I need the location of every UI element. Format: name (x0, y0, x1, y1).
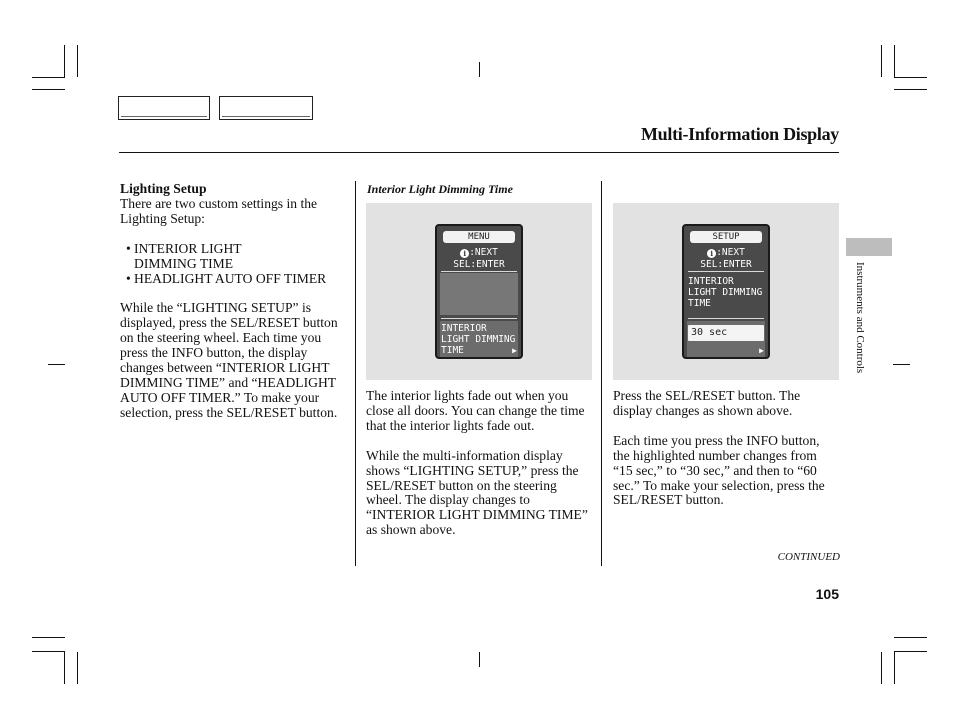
middle-column (366, 389, 596, 553)
column-divider-1 (355, 181, 356, 566)
lcd-value-box: 30 sec (688, 325, 764, 341)
header-tab-2 (219, 96, 313, 120)
lcd-separator (441, 318, 517, 319)
left-column (120, 182, 348, 436)
lcd-next-line: i :NEXT (688, 247, 764, 258)
lcd-blank-area (440, 273, 518, 315)
info-icon: i (707, 249, 716, 258)
section-tab-marker (846, 238, 892, 256)
section-heading: Lighting Setup (120, 181, 207, 196)
section-side-label: Instruments and Controls (854, 262, 866, 374)
settings-list (120, 242, 348, 287)
page-number: 105 (815, 586, 839, 602)
lcd-item-line: INTERIOR (688, 276, 734, 287)
lcd-next-line: i :NEXT (441, 247, 517, 258)
right-arrow-icon: ▶ (759, 346, 764, 355)
body-paragraph: Press the SEL/RESET button. The display changes as shown above. (613, 388, 801, 418)
lcd-enter-line: SEL:ENTER (453, 259, 505, 270)
intro-text: There are two custom settings in the Lighting Setup: (120, 195, 318, 226)
info-icon: i (460, 249, 469, 258)
figure-panel-1 (366, 203, 592, 380)
figure-panel-2 (613, 203, 839, 380)
body-paragraph: The interior lights fade out when you close all doors. You can change the time that the interior lights fade out. (366, 388, 585, 433)
lcd-display-setup (682, 224, 770, 359)
header-rule (119, 152, 839, 153)
lcd-item-line: LIGHT DIMMING (441, 334, 516, 345)
lcd-separator (688, 318, 764, 319)
lcd-enter-line: SEL:ENTER (700, 259, 752, 270)
lcd-title-pill: MENU (443, 231, 515, 243)
figure-caption: Interior Light Dimming Time (367, 182, 513, 196)
lcd-separator (441, 271, 517, 272)
column-divider-2 (601, 181, 602, 566)
page-title: Multi-Information Display (640, 124, 839, 144)
lcd-item-line: TIME (688, 298, 711, 309)
lcd-separator (688, 271, 764, 272)
lcd-display-menu (435, 224, 523, 359)
body-paragraph: Each time you press the INFO button, the highlighted number changes from “15 sec,” to “30 sec,” and then to “60 sec.” To make your selection, press the SEL/RESET button. (613, 432, 825, 508)
right-column (613, 389, 839, 523)
right-arrow-icon: ▶ (512, 346, 517, 355)
lcd-item-line: TIME (441, 345, 464, 356)
lcd-item-line: INTERIOR (441, 323, 487, 334)
list-item: • INTERIOR LIGHT DIMMING TIME (120, 242, 249, 272)
lcd-item-line: LIGHT DIMMING (688, 287, 763, 298)
continued-label: CONTINUED (777, 551, 840, 563)
list-item: • HEADLIGHT AUTO OFF TIMER (120, 272, 348, 287)
body-paragraph: While the multi-information display shows “LIGHTING SETUP,” press the SEL/RESET button on the steering wheel. The display changes to “INTERIOR LIGHT DIMMING TIME” as shown above. (366, 447, 588, 538)
header-tab-1 (118, 96, 210, 120)
instruction-text: While the “LIGHTING SETUP” is displayed, press the SEL/RESET button on the steering wheel. Each time you press the INFO button, the display changes between “INTERIOR LIGHT DIMMING TIME” and “HEADLIGHT AUTO OFF TIMER.” To make your selection, press the SEL/RESET button. (120, 300, 338, 420)
lcd-title-pill: SETUP (690, 231, 762, 243)
